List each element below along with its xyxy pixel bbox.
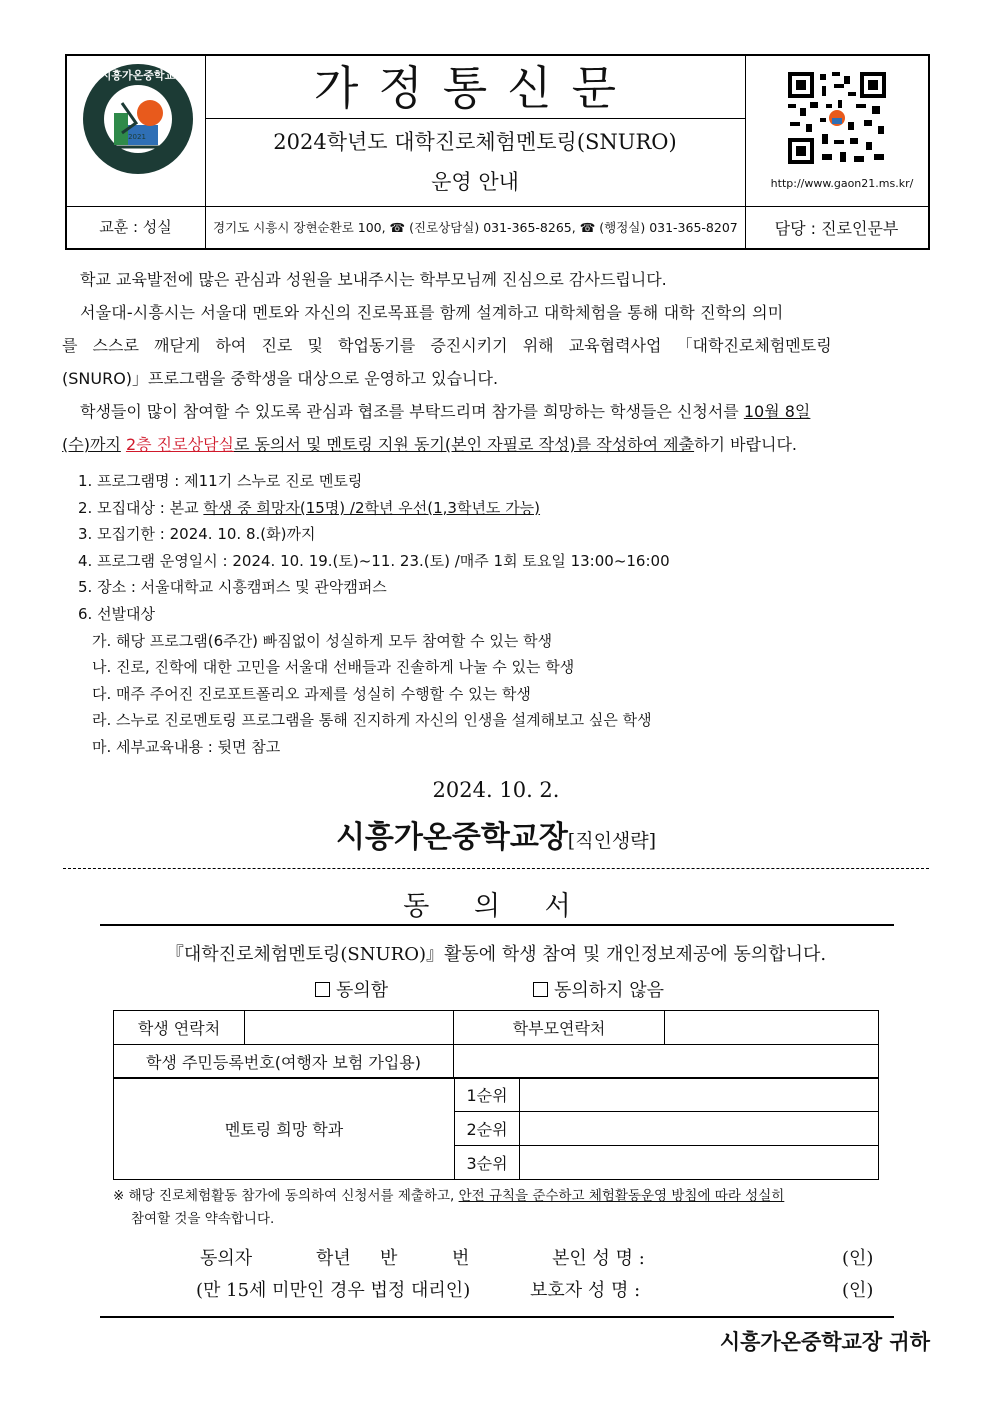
student-contact-field[interactable] — [245, 1011, 454, 1045]
addressee: 시흥가온중학교장 귀하 — [719, 1329, 930, 1354]
guardian-sign-label: 보호자 성 명 : — [530, 1280, 641, 1301]
submit-docs: 로 동의서 및 멘토링 지원 동기(본인 자필로 작성)를 작성하여 제출 — [233, 435, 695, 454]
list-item — [78, 495, 928, 522]
logo-year: 2021 — [128, 133, 146, 141]
intro-p2a: 서울대-시흥시는 서울대 멘토와 자신의 진로목표를 함께 설계하고 대학체험을 통해 대학 진학의 의미 — [80, 303, 784, 322]
under15-label: (만 15세 미만인 경우 법정 대리인) — [196, 1280, 471, 1301]
student-contact-label: 학생 연락처 — [114, 1011, 245, 1045]
sub-item: 라. 스누로 진로멘토링 프로그램을 통해 진지하게 자신의 인생을 설계해보고 싶은 학생 — [92, 711, 652, 730]
in-charge: 담당 : 진로인문부 — [774, 219, 899, 238]
recruit-target: 학생 중 희망자(15명) /2학년 우선(1,3학년도 가능) — [203, 498, 541, 517]
parent-contact-field[interactable] — [665, 1011, 879, 1045]
page-title: 가정통신문 — [313, 61, 637, 115]
dept-table — [113, 1077, 879, 1180]
agree-option[interactable] — [315, 976, 388, 1002]
rank1-field[interactable] — [520, 1078, 879, 1112]
issue-date: 2024. 10. 2. — [432, 778, 560, 802]
sub-item: 마. 세부교육내용 : 뒷면 참고 — [92, 737, 281, 756]
consent-note — [113, 1185, 903, 1231]
dept-label: 멘토링 희망 학과 — [114, 1078, 455, 1180]
self-sign-label: 본인 성 명 : — [552, 1248, 645, 1269]
intro-p3b — [62, 428, 932, 461]
list-item: 5. 장소 : 서울대학교 시흥캠퍼스 및 관악캠퍼스 — [78, 578, 387, 597]
consent-statement: 『대학진로체험멘토링(SNURO)』활동에 학생 참여 및 개인정보제공에 동의합니다. — [165, 944, 827, 965]
deadline-date: 10월 8일 — [743, 402, 811, 421]
list-item: 1. 프로그램명 : 제11기 스누로 진로 멘토링 — [78, 472, 363, 490]
school-logo — [82, 63, 194, 175]
resident-no-field[interactable] — [454, 1045, 879, 1079]
intro-p1: 학교 교육발전에 많은 관심과 성원을 보내주시는 학부모님께 진심으로 감사드립니다. — [80, 270, 667, 289]
seal-mark: (인) — [842, 1280, 874, 1301]
agree-checkbox[interactable] — [315, 982, 330, 997]
consent-title: 동 의 서 — [403, 891, 589, 922]
disagree-option[interactable] — [533, 976, 664, 1002]
list-item: 6. 선발대상 — [78, 604, 156, 623]
intro — [62, 263, 932, 461]
parent-contact-label: 학부모연락처 — [454, 1011, 665, 1045]
rank3-label: 3순위 — [455, 1146, 520, 1180]
principal-name: 시흥가온중학교장 — [335, 820, 568, 855]
list-item-text: 2. 모집대상 : 본교 — [78, 498, 204, 517]
qr-code — [786, 70, 888, 166]
disagree-checkbox[interactable] — [533, 982, 548, 997]
principal-line — [0, 812, 992, 856]
intro-p2c: (SNURO)」프로그램을 중학생을 대상으로 운영하고 있습니다. — [62, 369, 499, 388]
disagree-label: 동의하지 않음 — [554, 980, 665, 1001]
rank2-label: 2순위 — [455, 1112, 520, 1146]
consent-form-table — [113, 1010, 879, 1079]
bottom-rule — [100, 1316, 894, 1318]
deadline-day: (수)까지 — [62, 435, 121, 454]
signer-row — [0, 1244, 992, 1274]
note-text-2: 참여할 것을 약속합니다. — [131, 1211, 275, 1227]
subtitle-line1: 2024학년도 대학진로체험멘토링(SNURO) — [273, 130, 677, 154]
intro-p2b: 를 스스로 깨닫게 하여 진로 및 학업동기를 증진시키기 위해 교육협력사업 「대학진로체험멘토링 — [62, 336, 832, 355]
grade-label: 학년 — [316, 1248, 351, 1269]
number-label: 번 — [452, 1248, 470, 1269]
subtitle-line2: 운영 안내 — [431, 170, 519, 194]
logo-top-text: 시흥가온중학교 — [100, 69, 176, 82]
intro-p3a — [62, 395, 932, 428]
signer-label: 동의자 — [200, 1248, 253, 1269]
class-label: 반 — [380, 1248, 398, 1269]
rank2-field[interactable] — [520, 1112, 879, 1146]
seal-note: [직인생략] — [567, 830, 657, 852]
sub-item: 가. 해당 프로그램(6주간) 빠짐없이 성실하게 모두 참여할 수 있는 학생 — [92, 631, 553, 650]
sub-item: 나. 진로, 진학에 대한 고민을 서울대 선배들과 진솔하게 나눌 수 있는 학생 — [92, 658, 575, 677]
school-address: 경기도 시흥시 장현순환로 100, ☎ (진로상담실) 031-365-8265, ☎ (행정실) 031-365-8207 — [213, 220, 738, 235]
intro-p3a-pre: 학생들이 많이 참여할 수 있도록 관심과 협조를 부탁드리며 참가를 희망하는 학생들은 신청서를 — [80, 402, 744, 421]
note-text: ※ 해당 진로체험활동 참가에 동의하여 신청서를 제출하고, — [113, 1188, 459, 1204]
list-item: 4. 프로그램 운영일시 : 2024. 10. 19.(토)~11. 23.(토) /매주 1회 토요일 13:00~16:00 — [78, 551, 670, 570]
resident-no-label: 학생 주민등록번호(여행자 보험 가입용) — [114, 1045, 454, 1079]
seal-mark: (인) — [842, 1248, 874, 1269]
sub-item: 다. 매주 주어진 진로포트폴리오 과제를 성실히 수행할 수 있는 학생 — [92, 684, 531, 703]
agree-label: 동의함 — [336, 980, 389, 1001]
intro-p3b-end: 하기 바랍니다. — [694, 435, 798, 454]
list-item: 3. 모집기한 : 2024. 10. 8.(화)까지 — [78, 525, 316, 544]
cut-line — [63, 868, 929, 869]
consent-title-rule — [100, 924, 894, 926]
program-list — [78, 468, 928, 761]
school-url[interactable]: http://www.gaon21.ms.kr/ — [770, 177, 914, 190]
school-motto: 교훈 : 성실 — [99, 218, 172, 236]
guardian-row — [0, 1276, 992, 1306]
rank3-field[interactable] — [520, 1146, 879, 1180]
note-underlined: 안전 규칙을 준수하고 체험활동운영 방침에 따라 성실히 — [458, 1188, 785, 1204]
rank1-label: 1순위 — [455, 1078, 520, 1112]
submit-place: 2층 진로상담실 — [125, 435, 234, 454]
